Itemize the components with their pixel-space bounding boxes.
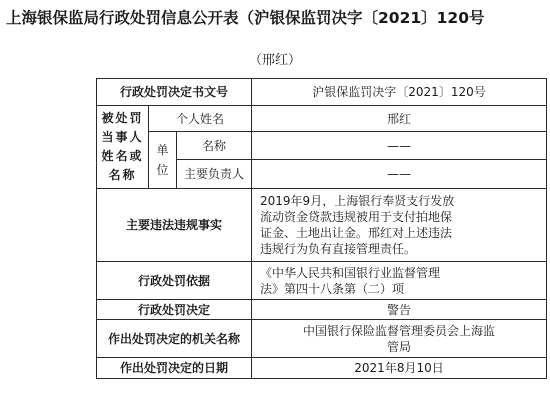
penalty-info-table: [96, 78, 547, 379]
unit-label-line: 单: [156, 143, 169, 157]
table-row: [97, 262, 547, 300]
table-row: [97, 79, 547, 106]
basis-value: [252, 262, 547, 300]
individual-name-label: 个人姓名: [149, 106, 252, 132]
violation-label: 主要违法违规事实: [97, 189, 252, 262]
table-row: [97, 189, 547, 262]
violation-line: 流动资金贷款违规被用于支付拍地保: [260, 210, 453, 224]
authority-line: 管局: [387, 339, 412, 354]
date-label: 作出处罚决定的日期: [97, 358, 252, 379]
violation-line: 2019年9月，上海银行奉贤支行发放: [260, 194, 455, 208]
violation-facts: [252, 189, 547, 262]
violation-line: 违规行为负有直接管理责任。: [260, 242, 417, 256]
basis-line: 法》第四十八条第（二）项: [260, 281, 405, 296]
decision-label: 行政处罚决定: [97, 300, 252, 320]
table-row: [97, 320, 547, 358]
unit-label-cell: [149, 132, 177, 189]
authority-value: [252, 320, 547, 358]
authority-label: 作出处罚决定的机关名称: [97, 320, 252, 358]
authority-line: 中国银行保险监督管理委员会上海监: [303, 323, 496, 338]
violation-line: 证金、土地出让金。邢红对上述违法: [260, 226, 453, 240]
decision-number-label: 行政处罚决定书文号: [97, 79, 252, 106]
unit-head-value: ——: [252, 160, 547, 189]
table-row: [97, 358, 547, 379]
basis-label: 行政处罚依据: [97, 262, 252, 300]
unit-label-line: 位: [156, 163, 169, 177]
party-label-line: 姓名或: [101, 149, 144, 163]
table-row: [97, 300, 547, 320]
party-label-line: 被处罚: [101, 111, 144, 125]
table-row: [97, 106, 547, 132]
individual-name-value: 邢红: [252, 106, 547, 132]
table-row: [97, 132, 547, 160]
unit-name-value: ——: [252, 132, 547, 160]
party-label-line: 当事人: [101, 130, 144, 144]
date-value: 2021年8月10日: [252, 358, 547, 379]
decision-number-value: 沪银保监罚决字〔2021〕120号: [252, 79, 547, 106]
party-label-line: 名称: [108, 168, 137, 182]
document-subtitle: （邢红）: [248, 53, 301, 68]
unit-head-label: 主要负责人: [177, 160, 252, 189]
decision-value: 警告: [252, 300, 547, 320]
party-label-cell: [97, 106, 149, 189]
document-title: 上海银保监局行政处罚信息公开表（沪银保监罚决字〔2021〕120号: [6, 9, 485, 27]
basis-line: 《中华人民共和国银行业监督管理: [260, 265, 441, 280]
unit-name-label: 名称: [177, 132, 252, 160]
